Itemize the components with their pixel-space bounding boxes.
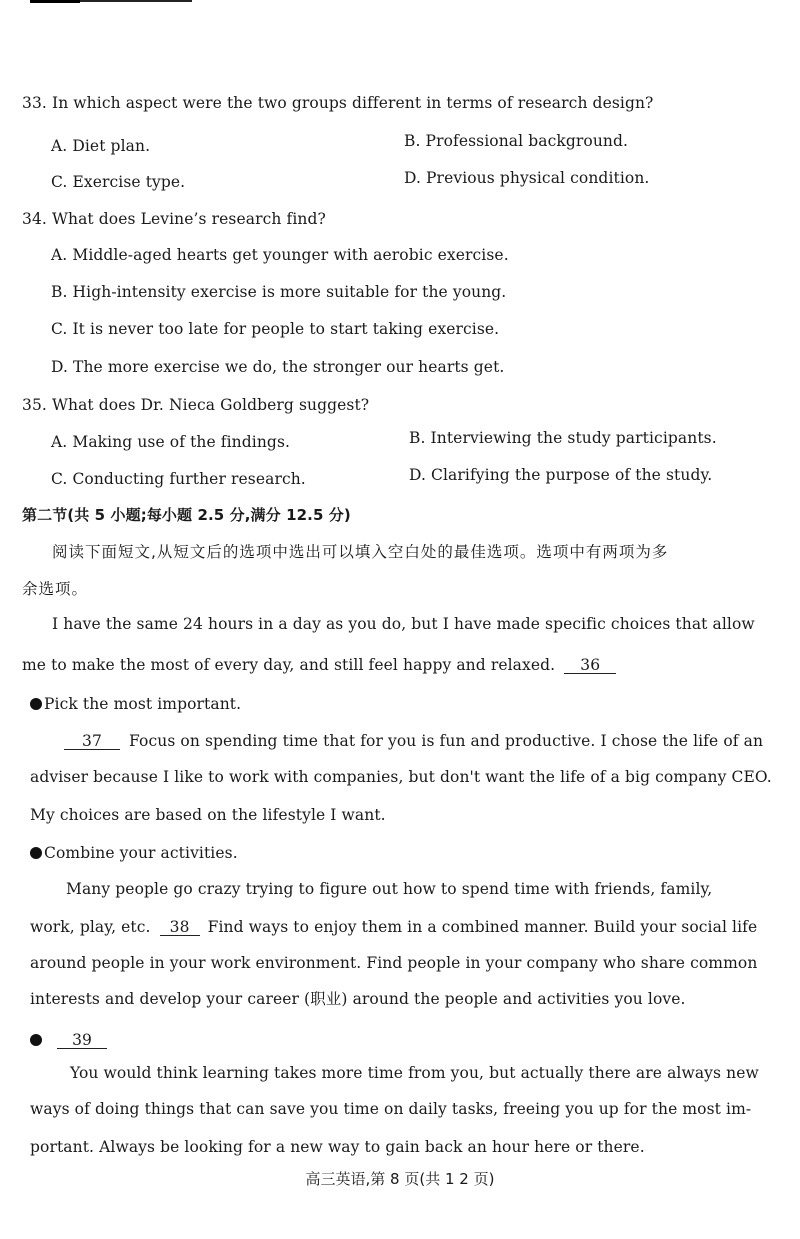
- question-33-option-c: C. Exercise type.: [51, 173, 186, 191]
- passage-p3-line-3: around people in your work environment. Find people in your company who share common: [30, 954, 758, 972]
- bullet-icon: [30, 847, 42, 859]
- passage-p3-line-2b-text: Find ways to enjoy them in a combined manner. Build your social life: [207, 918, 758, 936]
- passage-p2-line-1: [64, 731, 763, 751]
- heading-combine-activities-text: Combine your activities.: [44, 844, 238, 862]
- passage-p4-line-1: You would think learning takes more time from you, but actually there are always new: [70, 1064, 759, 1082]
- passage-p1-line-1: I have the same 24 hours in a day as you do, but I have made specific choices that allow: [52, 615, 755, 633]
- passage-p1-line-2-text: me to make the most of every day, and still feel happy and relaxed.: [22, 656, 556, 674]
- blank-39: 39: [57, 1032, 107, 1049]
- question-35-option-d: D. Clarifying the purpose of the study.: [409, 466, 713, 484]
- heading-pick-most-important-text: Pick the most important.: [44, 695, 242, 713]
- question-33-stem: 33. In which aspect were the two groups different in terms of research design?: [22, 94, 654, 112]
- heading-combine-activities: [30, 843, 238, 863]
- question-35-option-b: B. Interviewing the study participants.: [409, 429, 717, 447]
- question-34-option-c: C. It is never too late for people to start taking exercise.: [51, 320, 500, 338]
- passage-p4-line-3: portant. Always be looking for a new way to gain back an hour here or there.: [30, 1138, 645, 1156]
- passage-p3-line-4: interests and develop your career (职业) around the people and activities you love.: [30, 990, 686, 1008]
- page-footer: 高三英语,第 8 页(共 1 2 页): [305, 1170, 495, 1188]
- section-2-instructions-line-1: 阅读下面短文,从短文后的选项中选出可以填入空白处的最佳选项。选项中有两项为多: [52, 543, 669, 561]
- passage-p2-line-2: adviser because I like to work with companies, but don't want the life of a big company CEO.: [30, 768, 772, 786]
- question-35-option-a: A. Making use of the findings.: [51, 433, 291, 451]
- passage-p3-line-2: [30, 917, 757, 937]
- question-34-option-a: A. Middle-aged hearts get younger with aerobic exercise.: [51, 246, 509, 264]
- question-33-option-d: D. Previous physical condition.: [404, 169, 650, 187]
- heading-pick-most-important: [30, 694, 241, 714]
- passage-p2-line-1-text: Focus on spending time that for you is fun and productive. I chose the life of an: [129, 732, 764, 750]
- passage-p1-line-2: [22, 655, 616, 675]
- section-2-heading: 第二节(共 5 小题;每小题 2.5 分,满分 12.5 分): [22, 506, 351, 524]
- bullet-icon: [30, 698, 42, 710]
- passage-p3-line-2a-text: work, play, etc.: [30, 918, 151, 936]
- passage-p2-line-3: My choices are based on the lifestyle I want.: [30, 806, 386, 824]
- question-34-stem: 34. What does Levine’s research find?: [22, 210, 326, 228]
- section-2-instructions-line-2: 余选项。: [22, 580, 89, 598]
- passage-p3-line-1: Many people go crazy trying to figure out how to spend time with friends, family,: [66, 880, 713, 898]
- blank-38: 38: [160, 919, 200, 936]
- question-35-option-c: C. Conducting further research.: [51, 470, 306, 488]
- heading-39: [30, 1030, 107, 1050]
- top-rule-thick: [30, 0, 80, 3]
- blank-36: 36: [564, 657, 616, 674]
- question-34-option-b: B. High-intensity exercise is more suitable for the young.: [51, 283, 507, 301]
- passage-p4-line-2: ways of doing things that can save you time on daily tasks, freeing you up for the most im-: [30, 1100, 752, 1118]
- question-33-option-a: A. Diet plan.: [51, 137, 151, 155]
- blank-37: 37: [64, 733, 120, 750]
- question-33-option-b: B. Professional background.: [404, 132, 629, 150]
- bullet-icon: [30, 1034, 42, 1046]
- question-35-stem: 35. What does Dr. Nieca Goldberg suggest?: [22, 396, 370, 414]
- question-34-option-d: D. The more exercise we do, the stronger our hearts get.: [51, 358, 505, 376]
